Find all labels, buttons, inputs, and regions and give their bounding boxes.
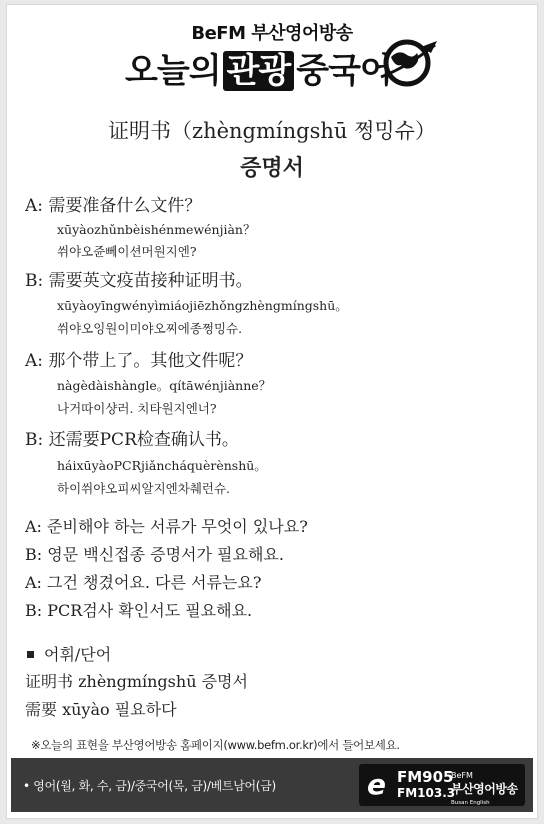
- dialogue-line-4-chinese: B: 还需要PCR检查确认书。: [25, 430, 239, 450]
- logo-brand-name: 부산영어방송: [451, 782, 518, 796]
- logo-brand-block: [451, 770, 525, 821]
- dialogue-line-1-chinese: A: 需要准备什么文件？: [25, 196, 202, 216]
- translation-line-1: A: 준비해야 하는 서류가 무엇이 있나요?: [25, 517, 308, 536]
- dialogue-line-4-pinyin: háixūyàoPCRjiǎncháquèrènshū。: [57, 458, 267, 473]
- header-title: [125, 43, 392, 92]
- befm-logo-mark: e: [367, 768, 386, 801]
- vocab-heading: [27, 642, 111, 665]
- header-title-part2: 관광: [223, 51, 295, 91]
- broadcast-schedule: • 영어(월, 화, 수, 금)/중국어(목, 금)/베트남어(금): [23, 779, 276, 793]
- translation-line-4: B: PCR검사 확인서도 필요해요.: [25, 601, 253, 620]
- befm-logo: [359, 764, 525, 818]
- header-brand: BeFM 부산영어방송: [191, 23, 353, 44]
- vocab-heading-label: 어휘/단어: [44, 645, 112, 664]
- square-bullet-icon: [27, 651, 34, 658]
- dialogue-line-3-chinese: A: 那个带上了。其他文件呢？: [25, 351, 253, 371]
- header-title-part1: 오늘의: [125, 51, 221, 91]
- logo-brand-small: BeFM: [451, 771, 473, 780]
- dialogue-line-1-pinyin: xūyàozhǔnbèishénmewénjiàn？: [57, 222, 256, 237]
- dialogue-line-2-pinyin: xūyàoyīngwényìmiáojiēzhǒngzhèngmíngshū。: [57, 298, 348, 313]
- article-card: [6, 4, 538, 819]
- logo-brand-english: Busan English Broadcasting: [451, 800, 490, 818]
- dialogue-line-2-chinese: B: 需要英文疫苗接种证明书。: [25, 271, 253, 291]
- dialogue-line-3-korean: 나거따이샹러. 치타원지엔너?: [57, 401, 217, 416]
- listen-note: ※오늘의 표현을 부산영어방송 홈페이지(www.befm.or.kr)에서 들어보세요.: [31, 738, 400, 752]
- header-title-part3: 중국어: [296, 51, 392, 91]
- vocab-item-1: 证明书 zhèngmíngshū 증명서: [25, 672, 248, 691]
- globe-airplane-icon: [377, 37, 439, 89]
- dialogue-line-4-korean: 하이쒸야오피씨알지엔차췌런슈.: [57, 481, 231, 496]
- dialogue-line-1-korean: 쒸야오쥰뻬이션머원지엔?: [57, 244, 197, 259]
- footer-bar: [11, 758, 533, 818]
- frequency-labels: [397, 770, 455, 800]
- page-title: 证明书（zhèngmíngshū 쩡밍슈）: [108, 119, 436, 143]
- translation-line-3: A: 그건 챙겼어요. 다른 서류는요?: [25, 573, 262, 592]
- page-subtitle: 증명서: [240, 155, 304, 181]
- vocab-item-2: 需要 xūyào 필요하다: [25, 700, 177, 719]
- dialogue-line-3-pinyin: nàgèdàishàngle。qítāwénjiànne？: [57, 378, 272, 393]
- dialogue-line-2-korean: 쒸야오잉원이미야오찌에종쩡밍슈.: [57, 321, 243, 336]
- translation-line-2: B: 영문 백신접종 증명서가 필요해요.: [25, 545, 284, 564]
- frequency-1: FM905: [397, 768, 454, 786]
- frequency-2: FM103.3: [397, 786, 456, 800]
